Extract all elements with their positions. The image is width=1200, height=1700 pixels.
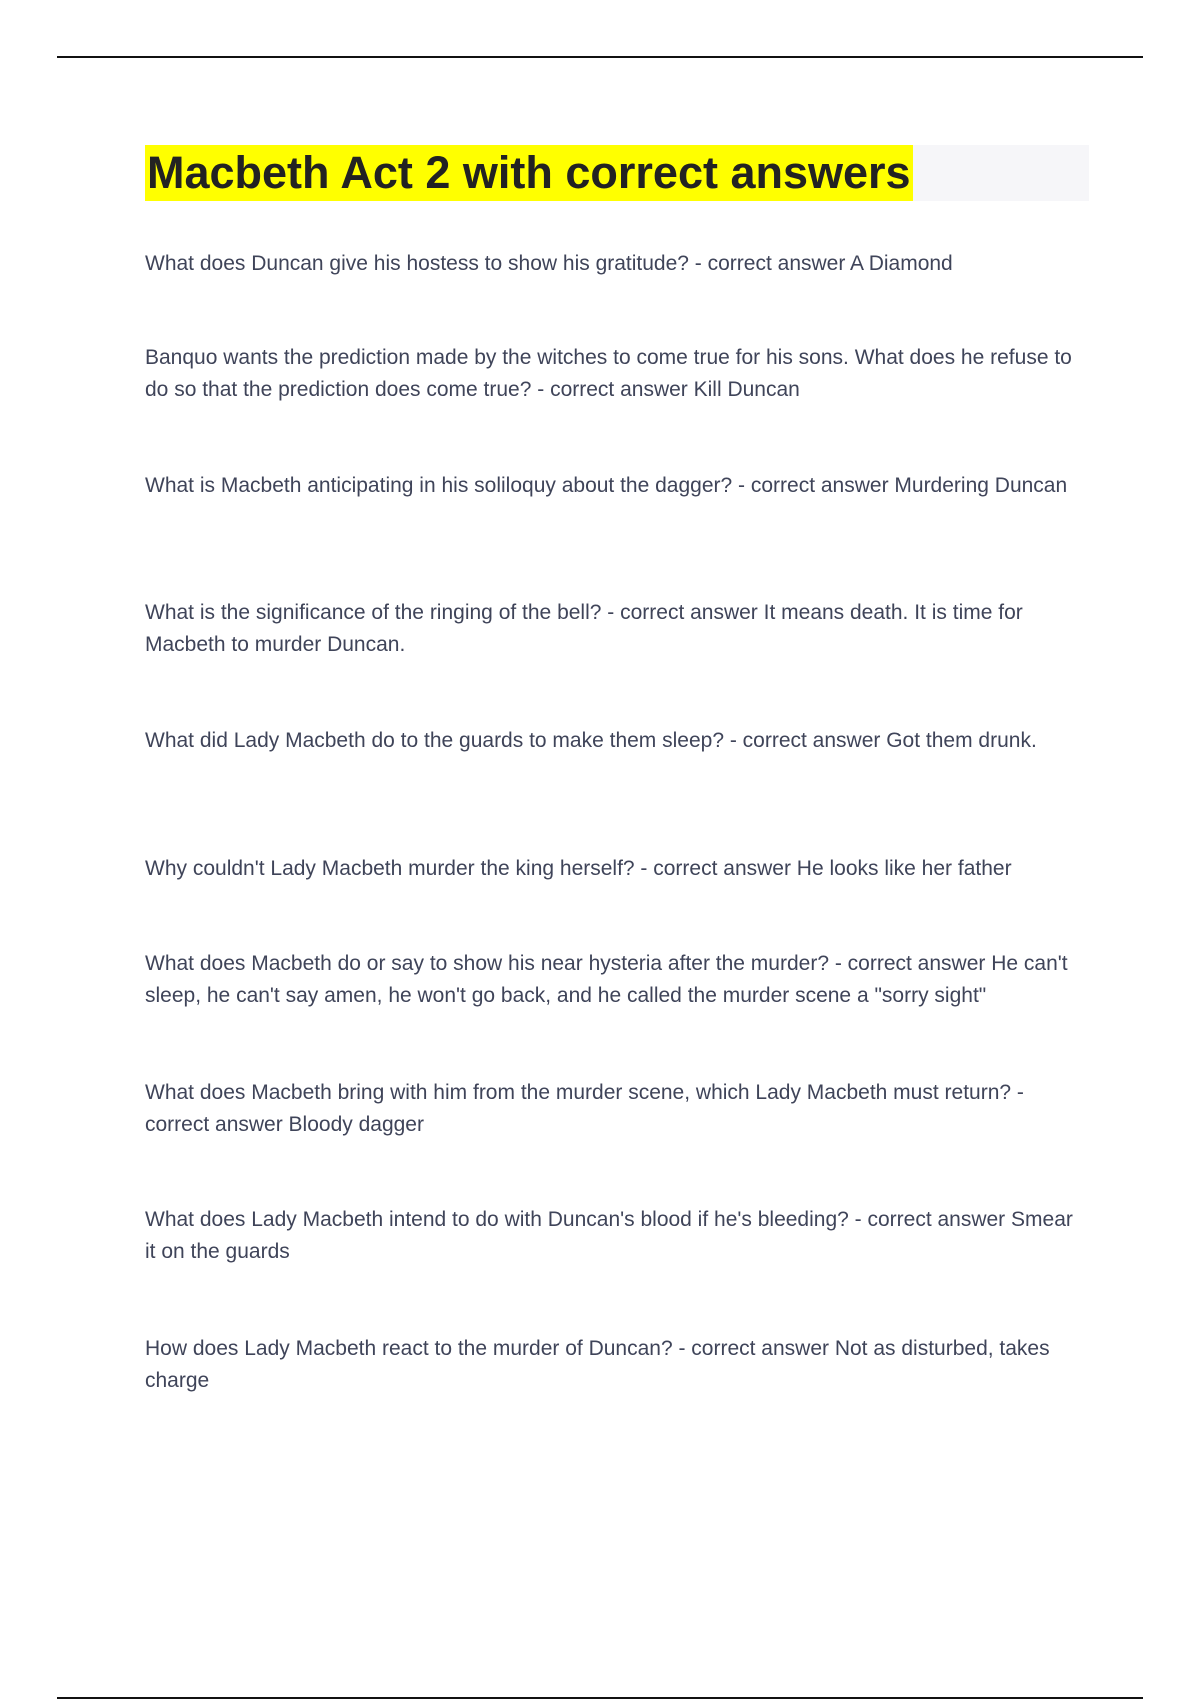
qa-item-1: What does Duncan give his hostess to show his gratitude? - correct answer A Diamond <box>145 252 953 275</box>
qa-item-2: Banquo wants the prediction made by the witches to come true for his sons. What does he refuse to do so that the prediction does come true? - correct answer Kill Duncan <box>145 346 1072 401</box>
top-rule <box>57 56 1143 58</box>
qa-item-10: How does Lady Macbeth react to the murder of Duncan? - correct answer Not as disturbed, takes charge <box>145 1337 1050 1392</box>
qa-item-9: What does Lady Macbeth intend to do with Duncan's blood if he's bleeding? - correct answer Smear it on the guards <box>145 1208 1073 1263</box>
qa-item-7: What does Macbeth do or say to show his near hysteria after the murder? - correct answer He can't sleep, he can't say amen, he won't go back, and he called the murder scene a "sorry sight" <box>145 952 1068 1007</box>
qa-item-4: What is the significance of the ringing of the bell? - correct answer It means death. It is time for Macbeth to murder Duncan. <box>145 601 1023 656</box>
title-band <box>145 145 1089 201</box>
document-title: Macbeth Act 2 with correct answers <box>145 145 913 201</box>
document-body <box>145 145 1089 1392</box>
qa-item-3: What is Macbeth anticipating in his soliloquy about the dagger? - correct answer Murdering Duncan <box>145 474 1068 497</box>
qa-item-5: What did Lady Macbeth do to the guards to make them sleep? - correct answer Got them drunk. <box>145 729 1037 752</box>
qa-item-8: What does Macbeth bring with him from the murder scene, which Lady Macbeth must return? - correct answer Bloody dagger <box>145 1081 1024 1136</box>
bottom-rule <box>57 1697 1143 1699</box>
qa-item-6: Why couldn't Lady Macbeth murder the king herself? - correct answer He looks like her father <box>145 857 1012 880</box>
